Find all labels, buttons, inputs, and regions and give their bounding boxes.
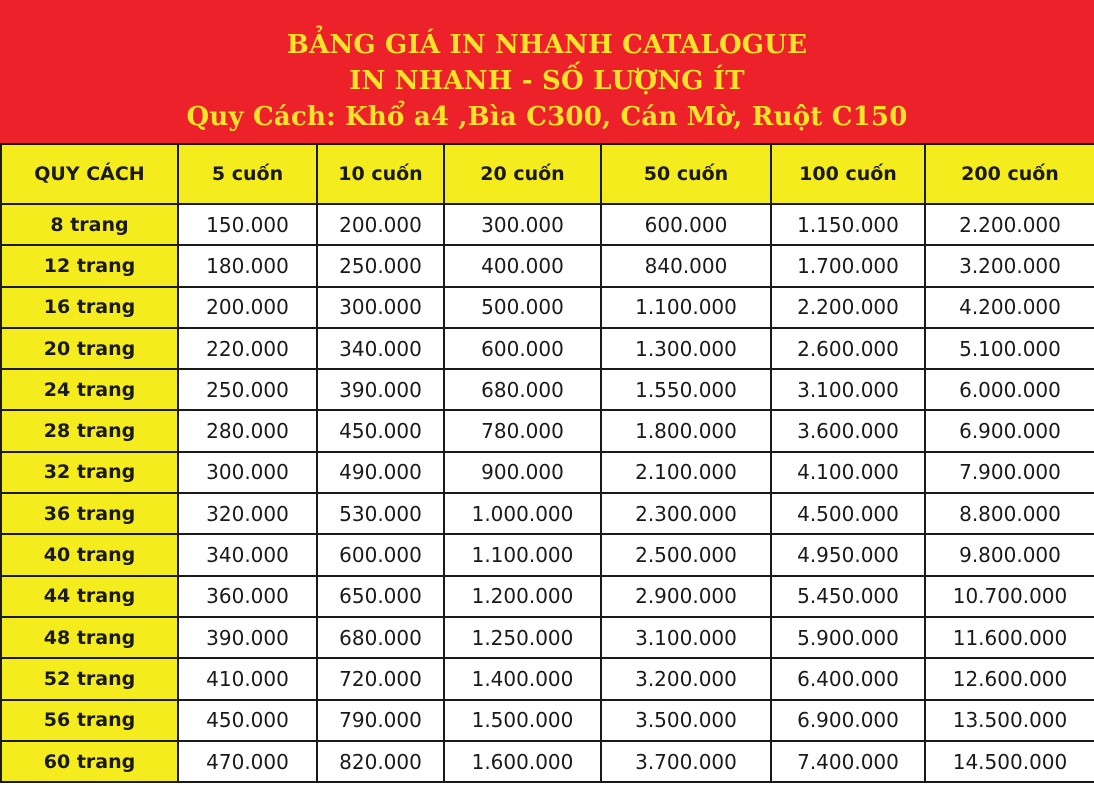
- cell-price-20: 500.000: [444, 287, 601, 328]
- cell-price-50: 3.100.000: [601, 617, 771, 658]
- cell-price-100: 7.400.000: [771, 741, 925, 782]
- cell-price-20: 1.200.000: [444, 576, 601, 617]
- cell-price-5: 340.000: [178, 534, 317, 575]
- table-row: [1, 658, 1094, 699]
- table-row: [1, 493, 1094, 534]
- cell-price-100: 2.600.000: [771, 328, 925, 369]
- cell-price-50: 1.300.000: [601, 328, 771, 369]
- cell-price-100: 5.450.000: [771, 576, 925, 617]
- specification-line: Quy Cách: Khổ a4 ,Bìa C300, Cán Mờ, Ruột C150: [186, 102, 908, 132]
- column-header-200: 200 cuốn: [925, 144, 1094, 204]
- cell-price-20: 680.000: [444, 369, 601, 410]
- cell-price-100: 6.900.000: [771, 700, 925, 741]
- cell-price-20: 1.400.000: [444, 658, 601, 699]
- cell-price-5: 280.000: [178, 410, 317, 451]
- row-label: 48 trang: [1, 617, 178, 658]
- row-label: 56 trang: [1, 700, 178, 741]
- cell-price-10: 300.000: [317, 287, 444, 328]
- cell-price-200: 13.500.000: [925, 700, 1094, 741]
- cell-price-10: 790.000: [317, 700, 444, 741]
- cell-price-50: 2.300.000: [601, 493, 771, 534]
- cell-price-200: 11.600.000: [925, 617, 1094, 658]
- cell-price-100: 1.150.000: [771, 204, 925, 245]
- cell-price-200: 9.800.000: [925, 534, 1094, 575]
- table-row: [1, 328, 1094, 369]
- cell-price-200: 7.900.000: [925, 452, 1094, 493]
- price-table: [0, 143, 1094, 783]
- cell-price-50: 2.100.000: [601, 452, 771, 493]
- cell-price-10: 200.000: [317, 204, 444, 245]
- cell-price-50: 2.900.000: [601, 576, 771, 617]
- column-header-spec: QUY CÁCH: [1, 144, 178, 204]
- cell-price-100: 4.100.000: [771, 452, 925, 493]
- row-label: 12 trang: [1, 245, 178, 286]
- cell-price-20: 1.250.000: [444, 617, 601, 658]
- cell-price-50: 2.500.000: [601, 534, 771, 575]
- cell-price-200: 2.200.000: [925, 204, 1094, 245]
- row-label: 60 trang: [1, 741, 178, 782]
- column-header-10: 10 cuốn: [317, 144, 444, 204]
- cell-price-10: 390.000: [317, 369, 444, 410]
- table-row: [1, 741, 1094, 782]
- cell-price-10: 490.000: [317, 452, 444, 493]
- row-label: 52 trang: [1, 658, 178, 699]
- cell-price-5: 320.000: [178, 493, 317, 534]
- row-label: 44 trang: [1, 576, 178, 617]
- column-header-100: 100 cuốn: [771, 144, 925, 204]
- row-label: 8 trang: [1, 204, 178, 245]
- column-header-5: 5 cuốn: [178, 144, 317, 204]
- cell-price-200: 3.200.000: [925, 245, 1094, 286]
- cell-price-50: 3.500.000: [601, 700, 771, 741]
- cell-price-100: 3.600.000: [771, 410, 925, 451]
- column-header-50: 50 cuốn: [601, 144, 771, 204]
- row-label: 32 trang: [1, 452, 178, 493]
- table-row: [1, 245, 1094, 286]
- cell-price-5: 300.000: [178, 452, 317, 493]
- cell-price-50: 3.200.000: [601, 658, 771, 699]
- cell-price-10: 250.000: [317, 245, 444, 286]
- cell-price-100: 6.400.000: [771, 658, 925, 699]
- cell-price-10: 820.000: [317, 741, 444, 782]
- cell-price-5: 390.000: [178, 617, 317, 658]
- cell-price-50: 1.100.000: [601, 287, 771, 328]
- row-label: 16 trang: [1, 287, 178, 328]
- table-row: [1, 452, 1094, 493]
- cell-price-5: 180.000: [178, 245, 317, 286]
- table-body: [1, 204, 1094, 782]
- cell-price-5: 150.000: [178, 204, 317, 245]
- cell-price-20: 1.600.000: [444, 741, 601, 782]
- cell-price-5: 200.000: [178, 287, 317, 328]
- cell-price-5: 220.000: [178, 328, 317, 369]
- table-row: [1, 617, 1094, 658]
- column-header-20: 20 cuốn: [444, 144, 601, 204]
- row-label: 28 trang: [1, 410, 178, 451]
- cell-price-5: 360.000: [178, 576, 317, 617]
- cell-price-50: 840.000: [601, 245, 771, 286]
- table-header-row: [1, 144, 1094, 204]
- cell-price-20: 400.000: [444, 245, 601, 286]
- cell-price-100: 3.100.000: [771, 369, 925, 410]
- cell-price-200: 14.500.000: [925, 741, 1094, 782]
- cell-price-10: 340.000: [317, 328, 444, 369]
- cell-price-100: 4.950.000: [771, 534, 925, 575]
- cell-price-100: 1.700.000: [771, 245, 925, 286]
- cell-price-10: 680.000: [317, 617, 444, 658]
- cell-price-5: 450.000: [178, 700, 317, 741]
- cell-price-10: 530.000: [317, 493, 444, 534]
- page-title: BẢNG GIÁ IN NHANH CATALOGUE: [286, 30, 808, 60]
- cell-price-100: 2.200.000: [771, 287, 925, 328]
- table-row: [1, 369, 1094, 410]
- row-label: 24 trang: [1, 369, 178, 410]
- cell-price-200: 10.700.000: [925, 576, 1094, 617]
- table-row: [1, 410, 1094, 451]
- cell-price-100: 5.900.000: [771, 617, 925, 658]
- cell-price-20: 1.100.000: [444, 534, 601, 575]
- table-row: [1, 700, 1094, 741]
- cell-price-50: 1.800.000: [601, 410, 771, 451]
- cell-price-20: 1.500.000: [444, 700, 601, 741]
- cell-price-200: 6.000.000: [925, 369, 1094, 410]
- cell-price-20: 900.000: [444, 452, 601, 493]
- cell-price-5: 410.000: [178, 658, 317, 699]
- cell-price-200: 4.200.000: [925, 287, 1094, 328]
- table-row: [1, 534, 1094, 575]
- cell-price-200: 12.600.000: [925, 658, 1094, 699]
- price-table-header: [0, 0, 1094, 143]
- cell-price-50: 1.550.000: [601, 369, 771, 410]
- table-row: [1, 287, 1094, 328]
- table-row: [1, 204, 1094, 245]
- table-row: [1, 576, 1094, 617]
- cell-price-10: 650.000: [317, 576, 444, 617]
- cell-price-200: 6.900.000: [925, 410, 1094, 451]
- cell-price-50: 3.700.000: [601, 741, 771, 782]
- cell-price-20: 300.000: [444, 204, 601, 245]
- row-label: 36 trang: [1, 493, 178, 534]
- cell-price-10: 450.000: [317, 410, 444, 451]
- row-label: 20 trang: [1, 328, 178, 369]
- cell-price-20: 780.000: [444, 410, 601, 451]
- page-subtitle: IN NHANH - SỐ LƯỢNG ÍT: [349, 66, 745, 96]
- cell-price-50: 600.000: [601, 204, 771, 245]
- cell-price-10: 720.000: [317, 658, 444, 699]
- cell-price-200: 5.100.000: [925, 328, 1094, 369]
- cell-price-20: 1.000.000: [444, 493, 601, 534]
- cell-price-20: 600.000: [444, 328, 601, 369]
- cell-price-100: 4.500.000: [771, 493, 925, 534]
- cell-price-200: 8.800.000: [925, 493, 1094, 534]
- row-label: 40 trang: [1, 534, 178, 575]
- cell-price-10: 600.000: [317, 534, 444, 575]
- cell-price-5: 250.000: [178, 369, 317, 410]
- cell-price-5: 470.000: [178, 741, 317, 782]
